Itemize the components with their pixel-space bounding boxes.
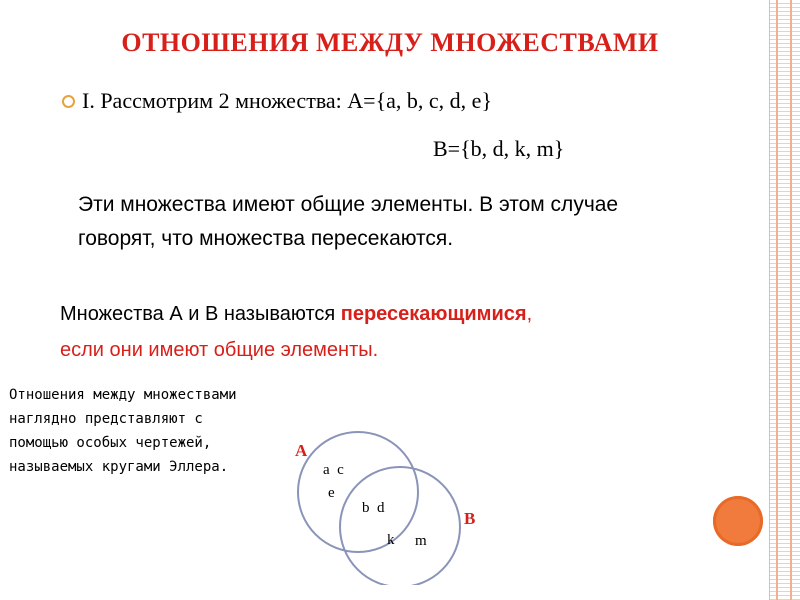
elements-a-row2: e bbox=[328, 485, 335, 501]
definition-text bbox=[60, 296, 680, 368]
circle-a bbox=[298, 432, 418, 552]
decorative-orange-circle bbox=[713, 496, 763, 546]
definition-line2: если они имеют общие элементы. bbox=[60, 339, 379, 361]
bullet-icon bbox=[62, 95, 75, 108]
elements-a-row1: a c bbox=[323, 462, 344, 478]
intersection-explanation: Эти множества имеют общие элементы. В этом случае говорят, что множества пересекаются. bbox=[78, 193, 619, 250]
elements-intersection: b d bbox=[362, 500, 385, 516]
decorative-right-border bbox=[769, 0, 800, 600]
venn-diagram bbox=[280, 420, 480, 585]
circle-b bbox=[340, 467, 460, 585]
slide-title: ОТНОШЕНИЯ МЕЖДУ МНОЖЕСТВАМИ bbox=[121, 28, 659, 57]
definition-part1: Множества А и В называются bbox=[60, 303, 341, 325]
element-k: k bbox=[387, 532, 395, 548]
set-b-statement: B={b, d, k, m} bbox=[433, 136, 565, 161]
definition-part2: , bbox=[526, 303, 533, 325]
element-m: m bbox=[415, 533, 427, 549]
definition-term: пересекающимися bbox=[340, 303, 527, 325]
euler-circles-note: Отношения между множествами наглядно представляют с помощью особых чертежей, называемых кругами Эллера. bbox=[9, 387, 237, 475]
label-a: A bbox=[295, 441, 308, 460]
set-a-statement: I. Рассмотрим 2 множества: A={a, b, c, d, e} bbox=[82, 88, 492, 113]
label-b: B bbox=[464, 509, 476, 528]
